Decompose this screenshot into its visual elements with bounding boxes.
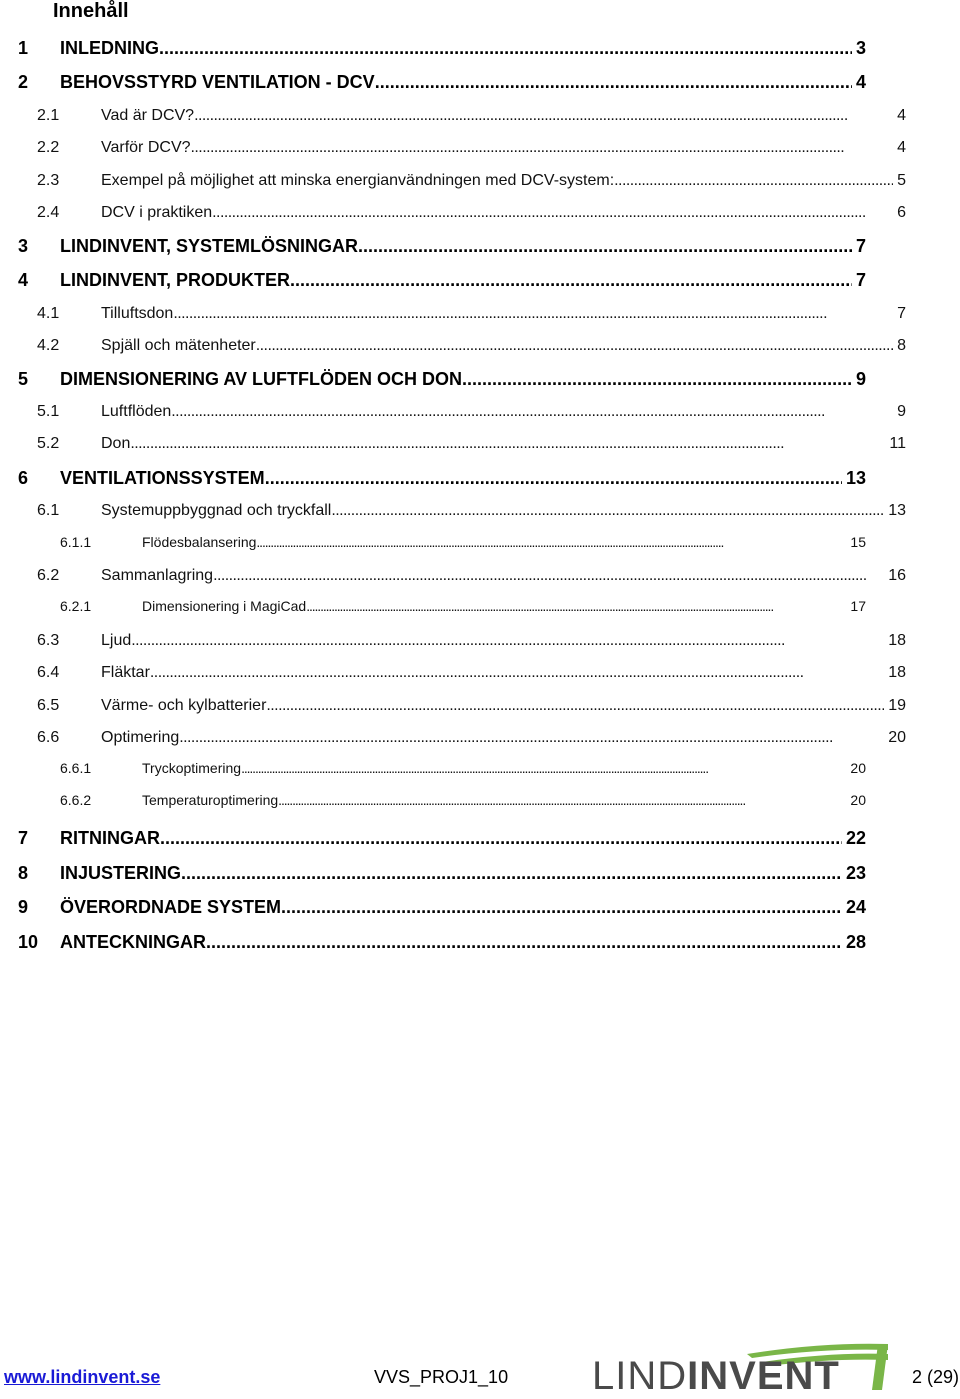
toc-entry-line: [60, 234, 866, 258]
toc-entry-title: Temperaturoptimering: [142, 792, 279, 808]
toc-entry-page: 23: [845, 863, 866, 883]
toc-dot-leader: [130, 433, 885, 455]
toc-entry-number: 5: [18, 369, 29, 389]
toc-dot-leader: [281, 895, 842, 919]
toc-entry-page: 7: [897, 305, 906, 322]
toc-entry-number: 6.6: [37, 729, 60, 746]
toc-entry-number: 4.2: [37, 337, 60, 354]
toc-entry-page: 20: [850, 760, 866, 776]
toc-entry-page: 5: [897, 172, 906, 189]
toc-entry-page: 4: [897, 139, 906, 156]
toc-dot-leader: [212, 202, 893, 224]
toc-entry-number: 4.1: [37, 305, 60, 322]
toc-entry[interactable]: [0, 105, 960, 129]
toc-entry-title: INJUSTERING: [60, 863, 182, 883]
toc-entry[interactable]: [0, 895, 960, 919]
toc-entry-line: [101, 303, 906, 325]
toc-entry-page: 18: [888, 632, 906, 649]
toc-entry-title: Flödesbalansering: [142, 534, 257, 550]
toc-entry-number: 2.2: [37, 139, 60, 156]
toc-entry-title: BEHOVSSTYRD VENTILATION - DCV: [60, 72, 375, 92]
toc-entry-line: [101, 335, 906, 357]
toc-entry-page: 3: [855, 38, 866, 58]
toc-entry-number: 5.2: [37, 435, 60, 452]
toc-entry-number: 5.1: [37, 403, 60, 420]
toc-dot-leader: [358, 234, 852, 258]
toc-entry-number: 6: [18, 468, 29, 488]
toc-dot-leader: [256, 532, 846, 552]
toc-entry[interactable]: [0, 70, 960, 94]
toc-entry-page: 15: [850, 534, 866, 550]
toc-entry-line: [101, 401, 906, 423]
toc-entry-title: ÖVERORDNADE SYSTEM: [60, 897, 282, 917]
toc-entry-number: 6.2: [37, 567, 60, 584]
toc-entry-page: 9: [855, 369, 866, 389]
toc-entry-title: Ljud: [101, 632, 132, 649]
toc-entry[interactable]: [0, 630, 960, 654]
toc-entry-line: [142, 596, 866, 616]
website-link[interactable]: www.lindinvent.se: [4, 1367, 161, 1387]
toc-entry-title: DIMENSIONERING AV LUFTFLÖDEN OCH DON: [60, 369, 462, 389]
toc-entry[interactable]: [0, 861, 960, 885]
toc-entry-number: 6.3: [37, 632, 60, 649]
toc-entry-line: [60, 367, 866, 391]
toc-entry[interactable]: [0, 137, 960, 161]
toc-entry-page: 13: [888, 502, 906, 519]
toc-dot-leader: [131, 630, 884, 652]
logo-text: LINDINVENT: [592, 1354, 840, 1398]
toc-entry-number: 2: [18, 72, 29, 92]
toc-entry-line: [101, 662, 906, 684]
toc-entry[interactable]: [0, 727, 960, 751]
toc-entry-page: 20: [888, 729, 906, 746]
toc-entry[interactable]: [0, 662, 960, 686]
toc-entry-number: 6.2.1: [60, 598, 92, 614]
page-footer: [0, 1335, 960, 1398]
toc-entry-line: [101, 137, 906, 159]
toc-entry-page: 7: [855, 270, 866, 290]
toc-entry-title: LINDINVENT, PRODUKTER: [60, 270, 291, 290]
toc-entry-title: Optimering: [101, 729, 180, 746]
toc-entry[interactable]: [0, 596, 960, 620]
toc-entry[interactable]: [0, 565, 960, 589]
toc-entry-title: Tilluftsdon: [101, 305, 174, 322]
toc-entry-number: 3: [18, 236, 29, 256]
toc-entry-page: 17: [850, 598, 866, 614]
toc-entry-number: 2.3: [37, 172, 60, 189]
toc-dot-leader: [160, 826, 842, 850]
toc-entry-page: 20: [850, 792, 866, 808]
toc-dot-leader: [191, 137, 894, 159]
toc-entry-line: [101, 105, 906, 127]
toc-entry[interactable]: [0, 401, 960, 425]
toc-entry-title: RITNINGAR: [60, 828, 160, 848]
toc-entry-title: ANTECKNINGAR: [60, 932, 206, 952]
toc-entry-title: DCV i praktiken: [101, 204, 213, 221]
toc-entry-page: 7: [855, 236, 866, 256]
toc-entry-title: Vad är DCV?: [101, 107, 195, 124]
toc-entry-title: LINDINVENT, SYSTEMLÖSNINGAR: [60, 236, 359, 256]
toc-entry[interactable]: [0, 303, 960, 327]
toc-entry-number: 1: [18, 38, 29, 58]
toc-entry-line: [142, 758, 866, 778]
toc-entry[interactable]: [0, 170, 960, 194]
toc-entry[interactable]: [0, 367, 960, 391]
toc-entry-line: [60, 466, 866, 490]
toc-entry-page: 4: [855, 72, 866, 92]
toc-dot-leader: [171, 401, 893, 423]
toc-entry-line: [101, 202, 906, 224]
toc-dot-leader: [266, 695, 884, 717]
toc-entry-number: 7: [18, 828, 29, 848]
toc-dot-leader: [241, 758, 846, 778]
toc-dot-leader: [462, 367, 852, 391]
toc-entry-page: 13: [845, 468, 866, 488]
toc-entry[interactable]: [0, 758, 960, 782]
toc-entry-page: 28: [845, 932, 866, 952]
page-indicator: 2 (29): [912, 1367, 960, 1387]
toc-entry[interactable]: [0, 234, 960, 258]
toc-entry-page: 4: [897, 107, 906, 124]
toc-entry[interactable]: [0, 202, 960, 226]
toc-entry[interactable]: [0, 500, 960, 524]
toc-entry-line: [60, 930, 866, 954]
toc-entry-line: [101, 727, 906, 749]
toc-entry-line: [142, 532, 866, 552]
toc-entry-title: Sammanlagring: [101, 567, 214, 584]
toc-entry-line: [101, 630, 906, 652]
toc-dot-leader: [159, 36, 852, 60]
toc-entry-number: 4: [18, 270, 29, 290]
toc-entry-page: 6: [897, 204, 906, 221]
toc-dot-leader: [150, 662, 884, 684]
toc-entry-title: Tryckoptimering: [142, 760, 242, 776]
toc-dot-leader: [306, 596, 846, 616]
toc-entry-line: [101, 170, 906, 192]
toc-heading: Innehåll: [53, 0, 129, 22]
toc-entry-number: 6.4: [37, 664, 60, 681]
toc-entry[interactable]: [0, 826, 960, 850]
toc-entry[interactable]: [0, 335, 960, 359]
toc-entry-number: 2.4: [37, 204, 60, 221]
toc-entry[interactable]: [0, 433, 960, 457]
toc-dot-leader: [290, 268, 852, 292]
toc-dot-leader: [256, 335, 893, 357]
toc-entry-line: [60, 36, 866, 60]
document-code: VVS_PROJ1_10: [374, 1367, 509, 1387]
toc-entry-number: 9: [18, 897, 29, 917]
toc-dot-leader: [375, 70, 852, 94]
toc-dot-leader: [278, 790, 846, 810]
toc-entry[interactable]: [0, 930, 960, 954]
toc-entry-number: 2.1: [37, 107, 60, 124]
toc-dot-leader: [331, 500, 884, 522]
toc-entry-page: 8: [897, 337, 906, 354]
toc-entry-line: [60, 70, 866, 94]
toc-dot-leader: [206, 930, 842, 954]
toc-entry-line: [60, 826, 866, 850]
toc-entry-line: [60, 861, 866, 885]
toc-entry[interactable]: [0, 532, 960, 556]
toc-entry-line: [101, 565, 906, 587]
toc-entry-page: 19: [888, 697, 906, 714]
toc-entry-number: 6.5: [37, 697, 60, 714]
toc-dot-leader: [194, 105, 893, 127]
toc-entry-title: Exempel på möjlighet att minska energianvändningen med DCV-system:: [101, 172, 615, 189]
toc-entry-title: Fläktar: [101, 664, 150, 681]
toc-dot-leader: [173, 303, 893, 325]
toc-entry-line: [101, 695, 906, 717]
toc-entry[interactable]: [0, 790, 960, 814]
toc-entry[interactable]: [0, 466, 960, 490]
toc-entry-line: [60, 895, 866, 919]
toc-entry-page: 24: [845, 897, 866, 917]
toc-entry-title: Dimensionering i MagiCad: [142, 598, 307, 614]
toc-entry-line: [101, 500, 906, 522]
toc-entry-title: Spjäll och mätenheter: [101, 337, 256, 354]
toc-entry[interactable]: [0, 268, 960, 292]
toc-entry-number: 10: [18, 932, 39, 952]
toc-entry-title: Systemuppbyggnad och tryckfall: [101, 502, 332, 519]
toc-entry-number: 6.1.1: [60, 534, 92, 550]
toc-entry-title: Luftflöden: [101, 403, 172, 420]
toc-entry[interactable]: [0, 695, 960, 719]
toc-dot-leader: [181, 861, 842, 885]
toc-entry-number: 8: [18, 863, 29, 883]
toc-entry-page: 16: [888, 567, 906, 584]
toc-entry-page: 22: [845, 828, 866, 848]
toc-entry-page: 11: [889, 435, 906, 452]
toc-entry-line: [60, 268, 866, 292]
toc-entry-page: 9: [897, 403, 906, 420]
toc-dot-leader: [213, 565, 884, 587]
toc-entry[interactable]: [0, 36, 960, 60]
toc-entry-title: Varför DCV?: [101, 139, 191, 156]
toc-entry-line: [101, 433, 906, 455]
toc-entry-number: 6.1: [37, 502, 60, 519]
toc-entry-title: Värme- och kylbatterier: [101, 697, 267, 714]
toc-entry-title: Don: [101, 435, 131, 452]
toc-entry-page: 18: [888, 664, 906, 681]
toc-entry-number: 6.6.2: [60, 792, 92, 808]
toc-dot-leader: [614, 170, 893, 192]
toc-entry-line: [142, 790, 866, 810]
toc-entry-number: 6.6.1: [60, 760, 92, 776]
toc-entry-title: VENTILATIONSSYSTEM: [60, 468, 265, 488]
lindinvent-logo: [592, 1340, 892, 1398]
toc-dot-leader: [179, 727, 884, 749]
toc-dot-leader: [265, 466, 842, 490]
toc-entry-title: INLEDNING: [60, 38, 159, 58]
